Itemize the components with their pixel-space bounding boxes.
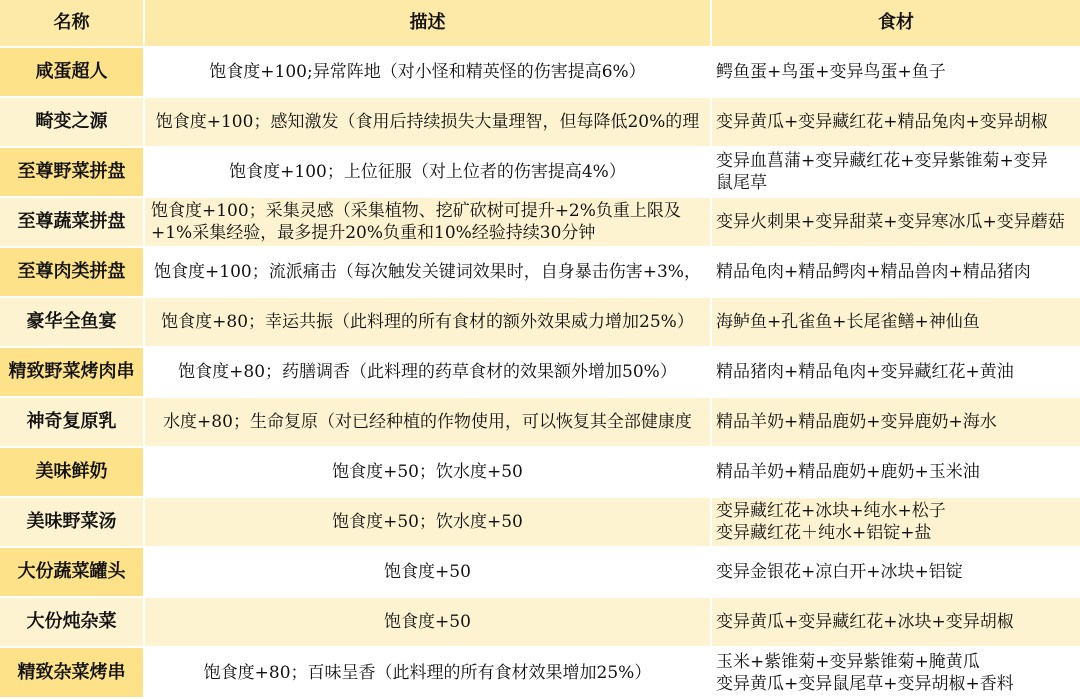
recipe-ingredients xyxy=(712,148,1080,196)
ingredient-line: 玉米+紫锥菊+变异紫锥菊+腌黄瓜 xyxy=(716,651,980,672)
table-row xyxy=(0,298,1080,348)
recipe-ingredients xyxy=(712,648,1080,697)
recipe-description: 饱食度+100;异常阵地（对小怪和精英怪的伤害提高6%） xyxy=(145,48,712,96)
recipe-name: 精致野菜烤肉串 xyxy=(0,348,145,396)
recipe-ingredients xyxy=(712,548,1080,596)
table-row xyxy=(0,498,1080,548)
recipe-description: 饱食度+100；采集灵感（采集植物、挖矿砍树可提升+2%负重上限及+1%采集经验，最多提升20%负重和10%经验持续30分钟 xyxy=(145,198,712,246)
recipe-description: 饱食度+100；感知激发（食用后持续损失大量理智，但每降低20%的理 xyxy=(145,98,712,146)
ingredient-line: 变异藏红花+冰块+纯水+松子 xyxy=(716,501,946,521)
ingredient-line: 精品龟肉+精品鳄肉+精品兽肉+精品猪肉 xyxy=(716,262,1031,282)
table-row xyxy=(0,98,1080,148)
recipe-name: 至尊肉类拼盘 xyxy=(0,248,145,296)
recipe-name: 精致杂菜烤串 xyxy=(0,648,145,697)
table-row xyxy=(0,148,1080,198)
table-row xyxy=(0,348,1080,398)
recipe-ingredients xyxy=(712,98,1080,146)
recipe-ingredients xyxy=(712,448,1080,496)
ingredient-line: 精品羊奶+精品鹿奶+鹿奶+玉米油 xyxy=(716,462,980,482)
recipe-name: 大份蔬菜罐头 xyxy=(0,548,145,596)
ingredient-line: 精品羊奶+精品鹿奶+变异鹿奶+海水 xyxy=(716,412,997,432)
table-row xyxy=(0,648,1080,699)
recipe-description: 水度+80；生命复原（对已经种植的作物使用，可以恢复其全部健康度 xyxy=(145,398,712,446)
recipe-name: 豪华全鱼宴 xyxy=(0,298,145,346)
ingredient-line: 精品猪肉+精品龟肉+变异藏红花+黄油 xyxy=(716,362,1014,382)
table-row xyxy=(0,598,1080,648)
ingredient-line: 变异火刺果+变异甜菜+变异寒冰瓜+变异蘑菇 xyxy=(716,212,1065,232)
recipe-description: 饱食度+100；流派痛击（每次触发关键词效果时，自身暴击伤害+3%， xyxy=(145,248,712,296)
ingredient-line: 鼠尾草 xyxy=(716,173,767,193)
ingredient-line: 海鲈鱼+孔雀鱼+长尾雀鳝+神仙鱼 xyxy=(716,312,980,332)
ingredient-line: 变异血菖蒲+变异藏红花+变异紫锥菊+变异 xyxy=(716,151,1048,171)
ingredient-line: 鳄鱼蛋+鸟蛋+变异鸟蛋+鱼子 xyxy=(716,62,946,82)
ingredient-line: 变异黄瓜+变异藏红花+冰块+变异胡椒 xyxy=(716,612,1014,632)
ingredient-line: 变异金银花+凉白开+冰块+铝锭 xyxy=(716,562,963,582)
table-row xyxy=(0,548,1080,598)
recipe-ingredients xyxy=(712,198,1080,246)
recipe-name: 至尊蔬菜拼盘 xyxy=(0,198,145,246)
recipe-description: 饱食度+50 xyxy=(145,598,712,646)
recipe-name: 至尊野菜拼盘 xyxy=(0,148,145,196)
recipe-ingredients xyxy=(712,498,1080,546)
table-row xyxy=(0,198,1080,248)
recipe-description: 饱食度+80；幸运共振（此料理的所有食材的额外效果威力增加25%） xyxy=(145,298,712,346)
recipe-ingredients xyxy=(712,348,1080,396)
recipe-description: 饱食度+50；饮水度+50 xyxy=(145,448,712,496)
header-ingredients: 食材 xyxy=(878,12,914,33)
table-row xyxy=(0,48,1080,98)
header-description: 描述 xyxy=(145,0,712,46)
recipe-ingredients xyxy=(712,48,1080,96)
ingredient-line: 变异藏红花＋纯水+铝锭+盐 xyxy=(716,523,932,543)
recipe-name: 美味鲜奶 xyxy=(0,448,145,496)
recipe-ingredients xyxy=(712,248,1080,296)
table-row xyxy=(0,248,1080,298)
header-name: 名称 xyxy=(0,0,145,46)
ingredient-line: 变异黄瓜+变异鼠尾草+变异胡椒+香料 xyxy=(716,673,1014,694)
recipe-description: 饱食度+100；上位征服（对上位者的伤害提高4%） xyxy=(145,148,712,196)
recipe-name: 大份炖杂菜 xyxy=(0,598,145,646)
table-row xyxy=(0,448,1080,498)
recipe-ingredients xyxy=(712,398,1080,446)
recipe-ingredients xyxy=(712,298,1080,346)
recipe-description: 饱食度+50 xyxy=(145,548,712,596)
recipe-name: 咸蛋超人 xyxy=(0,48,145,96)
table-header xyxy=(0,0,1080,48)
recipe-name: 畸变之源 xyxy=(0,98,145,146)
table-row xyxy=(0,398,1080,448)
recipe-description: 饱食度+80；百味呈香（此料理的所有食材效果增加25%） xyxy=(145,648,712,697)
ingredient-line: 变异黄瓜+变异藏红花+精品兔肉+变异胡椒 xyxy=(716,112,1048,132)
recipe-ingredients xyxy=(712,598,1080,646)
recipe-name: 神奇复原乳 xyxy=(0,398,145,446)
recipe-description: 饱食度+80；药膳调香（此料理的药草食材的效果额外增加50%） xyxy=(145,348,712,396)
recipe-name: 美味野菜汤 xyxy=(0,498,145,546)
recipe-description: 饱食度+50；饮水度+50 xyxy=(145,498,712,546)
